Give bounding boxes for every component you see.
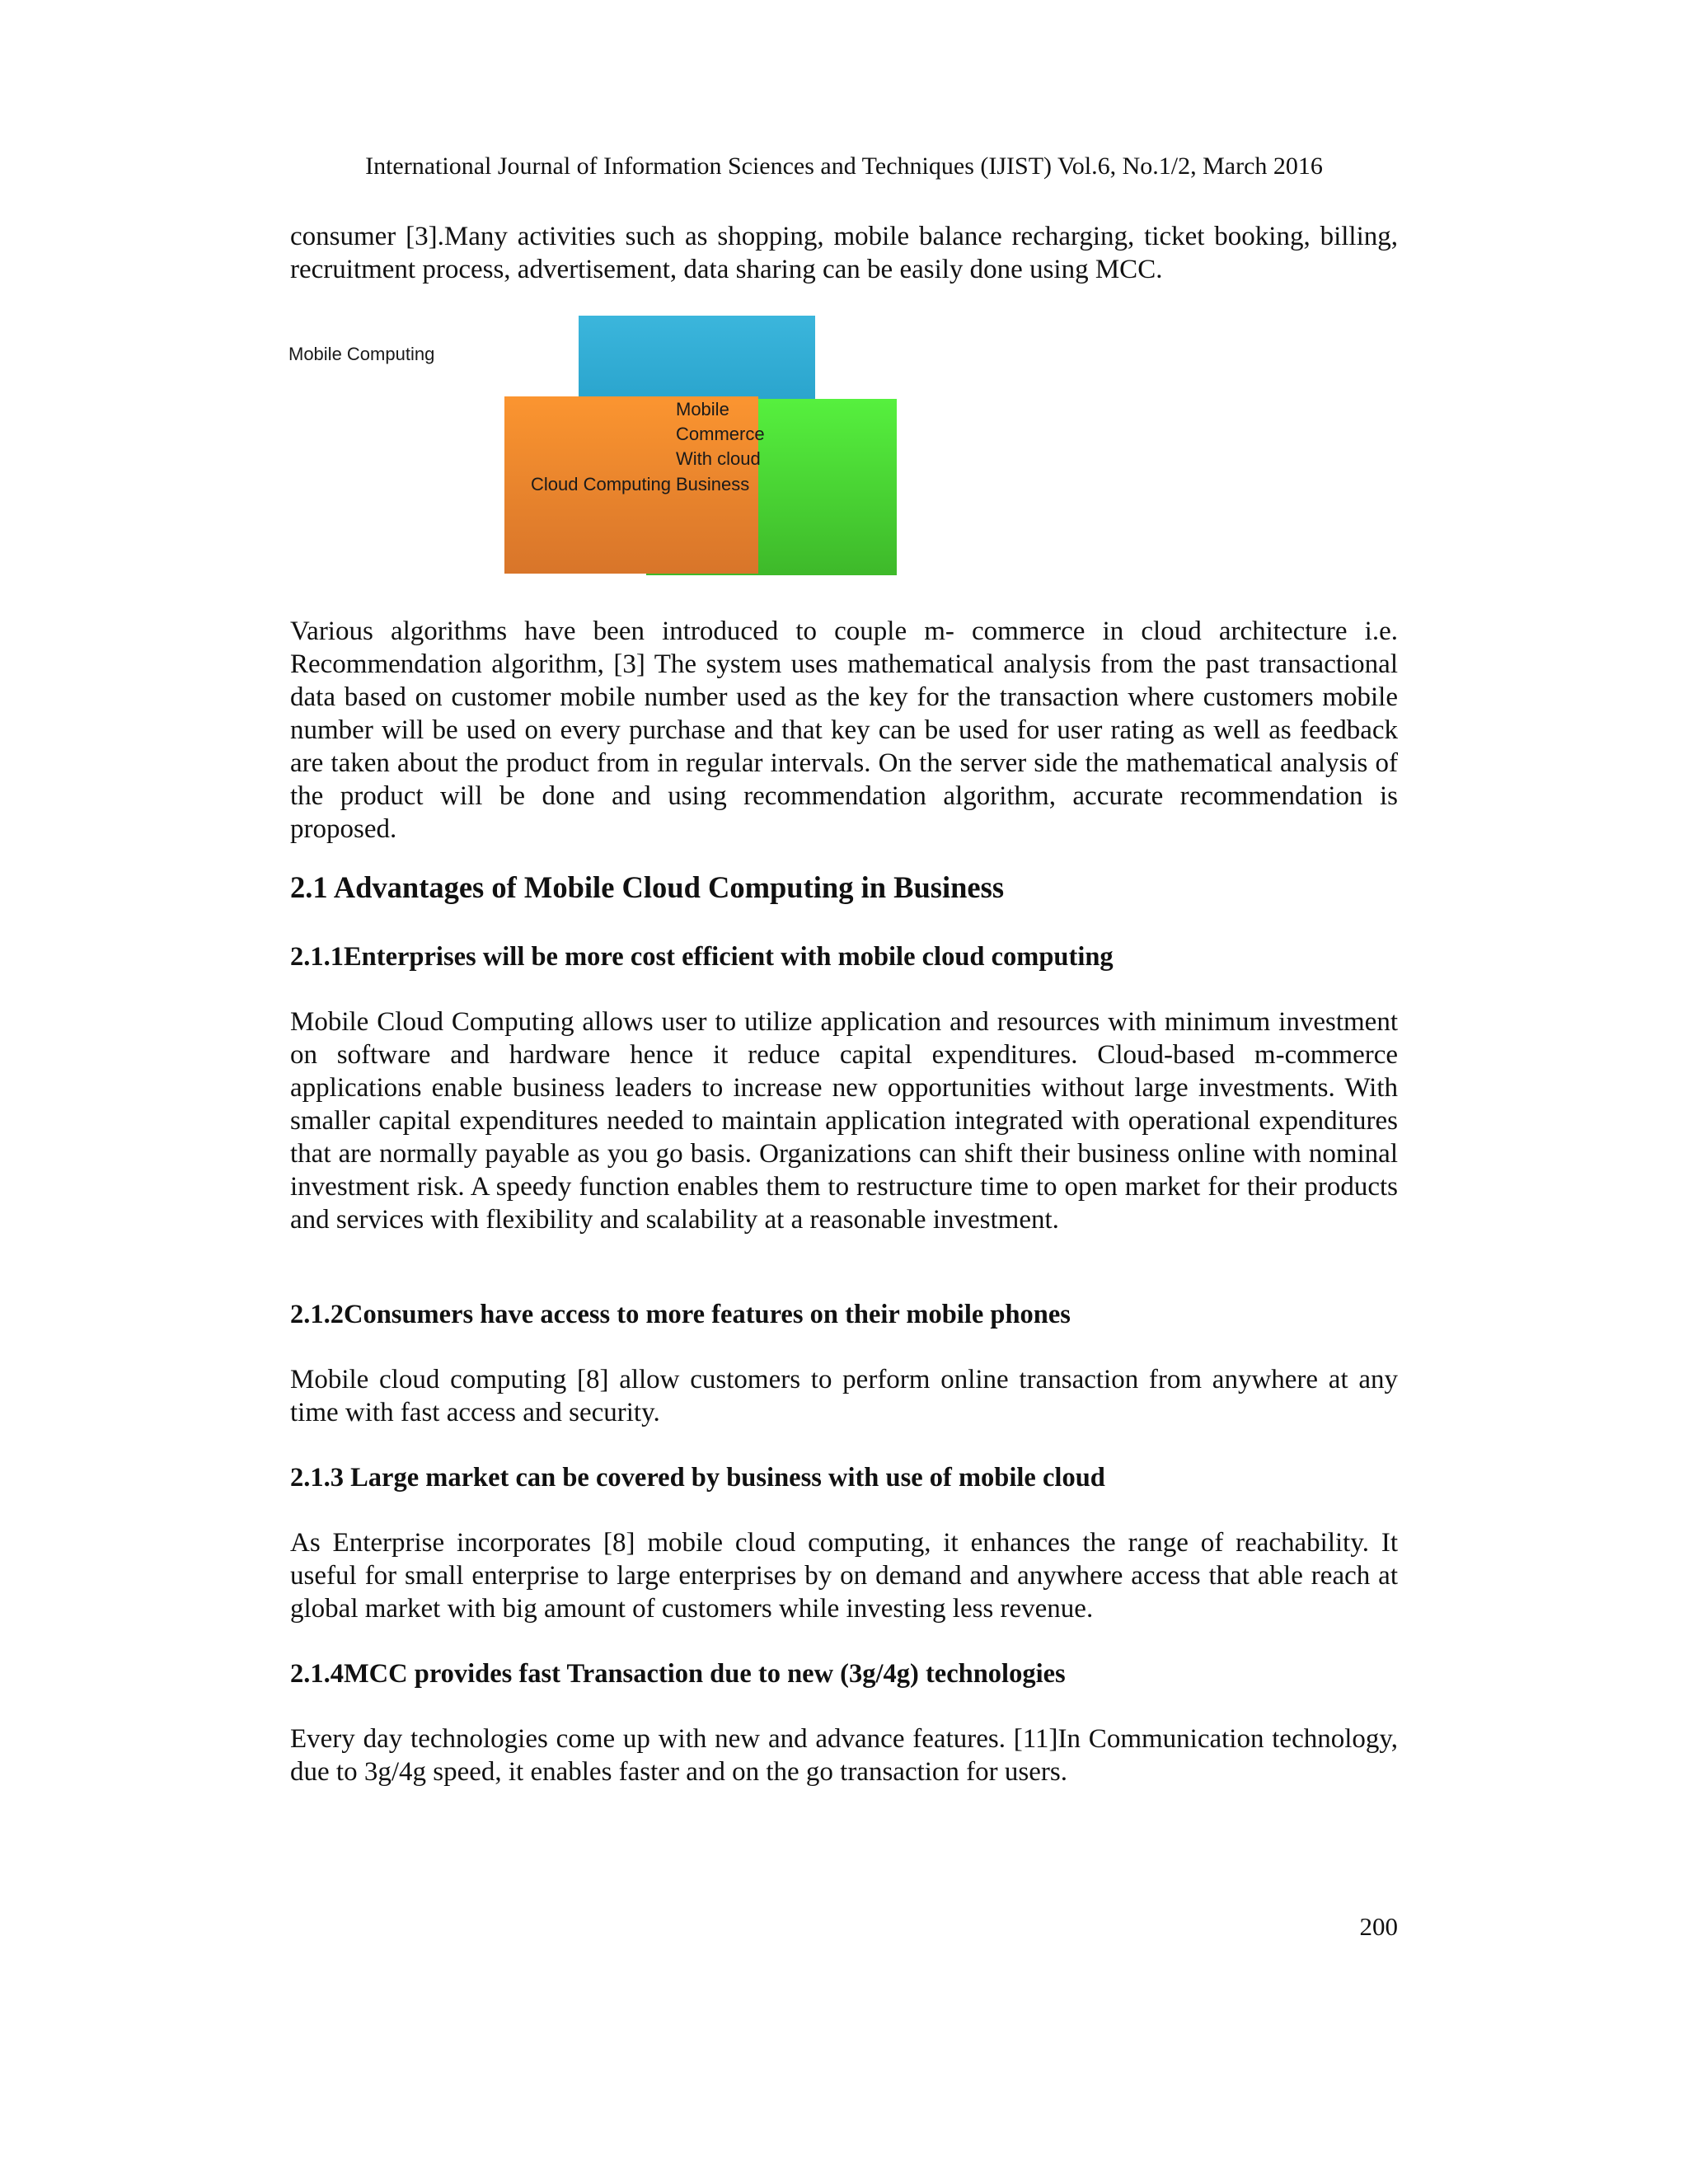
journal-header: International Journal of Information Sciences and Techniques (IJIST) Vol.6, No.1/2, March 2016	[365, 152, 1323, 180]
algorithms-paragraph: Various algorithms have been introduced to couple m- commerce in cloud architecture i.e. Recommendation algorithm, [3] The system uses mathematical analysis from the past transactional data based on customer mobile number used as the key for the transaction where customers mobile number will be used on every purchase and that key can be used for user rating as well as feedback are taken about the product from in regular intervals. On the server side the mathematical analysis of the product will be done and using recommendation algorithm, accurate recommendation is proposed.	[290, 616, 1398, 844]
mobile-computing-label: Mobile Computing	[288, 344, 435, 364]
cloud-computing-label: Cloud Computing	[531, 474, 671, 494]
subsection-heading-2-1-4: 2.1.4MCC provides fast Transaction due to new (3g/4g) technologies	[290, 1659, 1066, 1689]
subsection-text-2-1-1: Mobile Cloud Computing allows user to utilize application and resources with minimum investment on software and hardware hence it reduce capital expenditures. Cloud-based m-commerce applications enable business leaders to increase new opportunities without large investments. With smaller capital expenditures needed to maintain application integrated with operational expenditures that are normally payable as you go basis. Organizations can shift their business online with nominal investment risk. A speedy function enables them to restructure time to open market for their products and services with flexibility and scalability at a reasonable investment.	[290, 1007, 1398, 1235]
subsection-text-2-1-3: As Enterprise incorporates [8] mobile cloud computing, it enhances the range of reachability. It useful for small enterprise to large enterprises by on demand and anywhere access that able reach at global market with big amount of customers while investing less revenue.	[290, 1528, 1398, 1624]
subsection-heading-2-1-1: 2.1.1Enterprises will be more cost efficient with mobile cloud computing	[290, 942, 1114, 972]
mcc-label-line-1: Mobile	[676, 399, 729, 419]
subsection-text-2-1-4: Every day technologies come up with new and advance features. [11]In Communication technology, due to 3g/4g speed, it enables faster and on the go transaction for users.	[290, 1724, 1398, 1787]
mobile-computing-box	[579, 316, 815, 402]
mcc-label-line-3: With cloud	[676, 448, 761, 469]
business-label: Business	[676, 474, 750, 494]
subsection-text-2-1-2: Mobile cloud computing [8] allow customers to perform online transaction from anywhere at any time with fast access and security.	[290, 1365, 1398, 1427]
intro-paragraph: consumer [3].Many activities such as shopping, mobile balance recharging, ticket booking, billing, recruitment process, advertisement, data sharing can be easily done using MCC.	[290, 222, 1398, 284]
section-heading-2-1: 2.1 Advantages of Mobile Cloud Computing in Business	[290, 870, 1005, 904]
subsection-heading-2-1-3: 2.1.3 Large market can be covered by business with use of mobile cloud	[290, 1463, 1105, 1493]
page-number: 200	[1359, 1912, 1398, 1941]
mcc-label-line-2: Commerce	[676, 424, 765, 444]
subsection-heading-2-1-2: 2.1.2Consumers have access to more features on their mobile phones	[290, 1300, 1071, 1329]
